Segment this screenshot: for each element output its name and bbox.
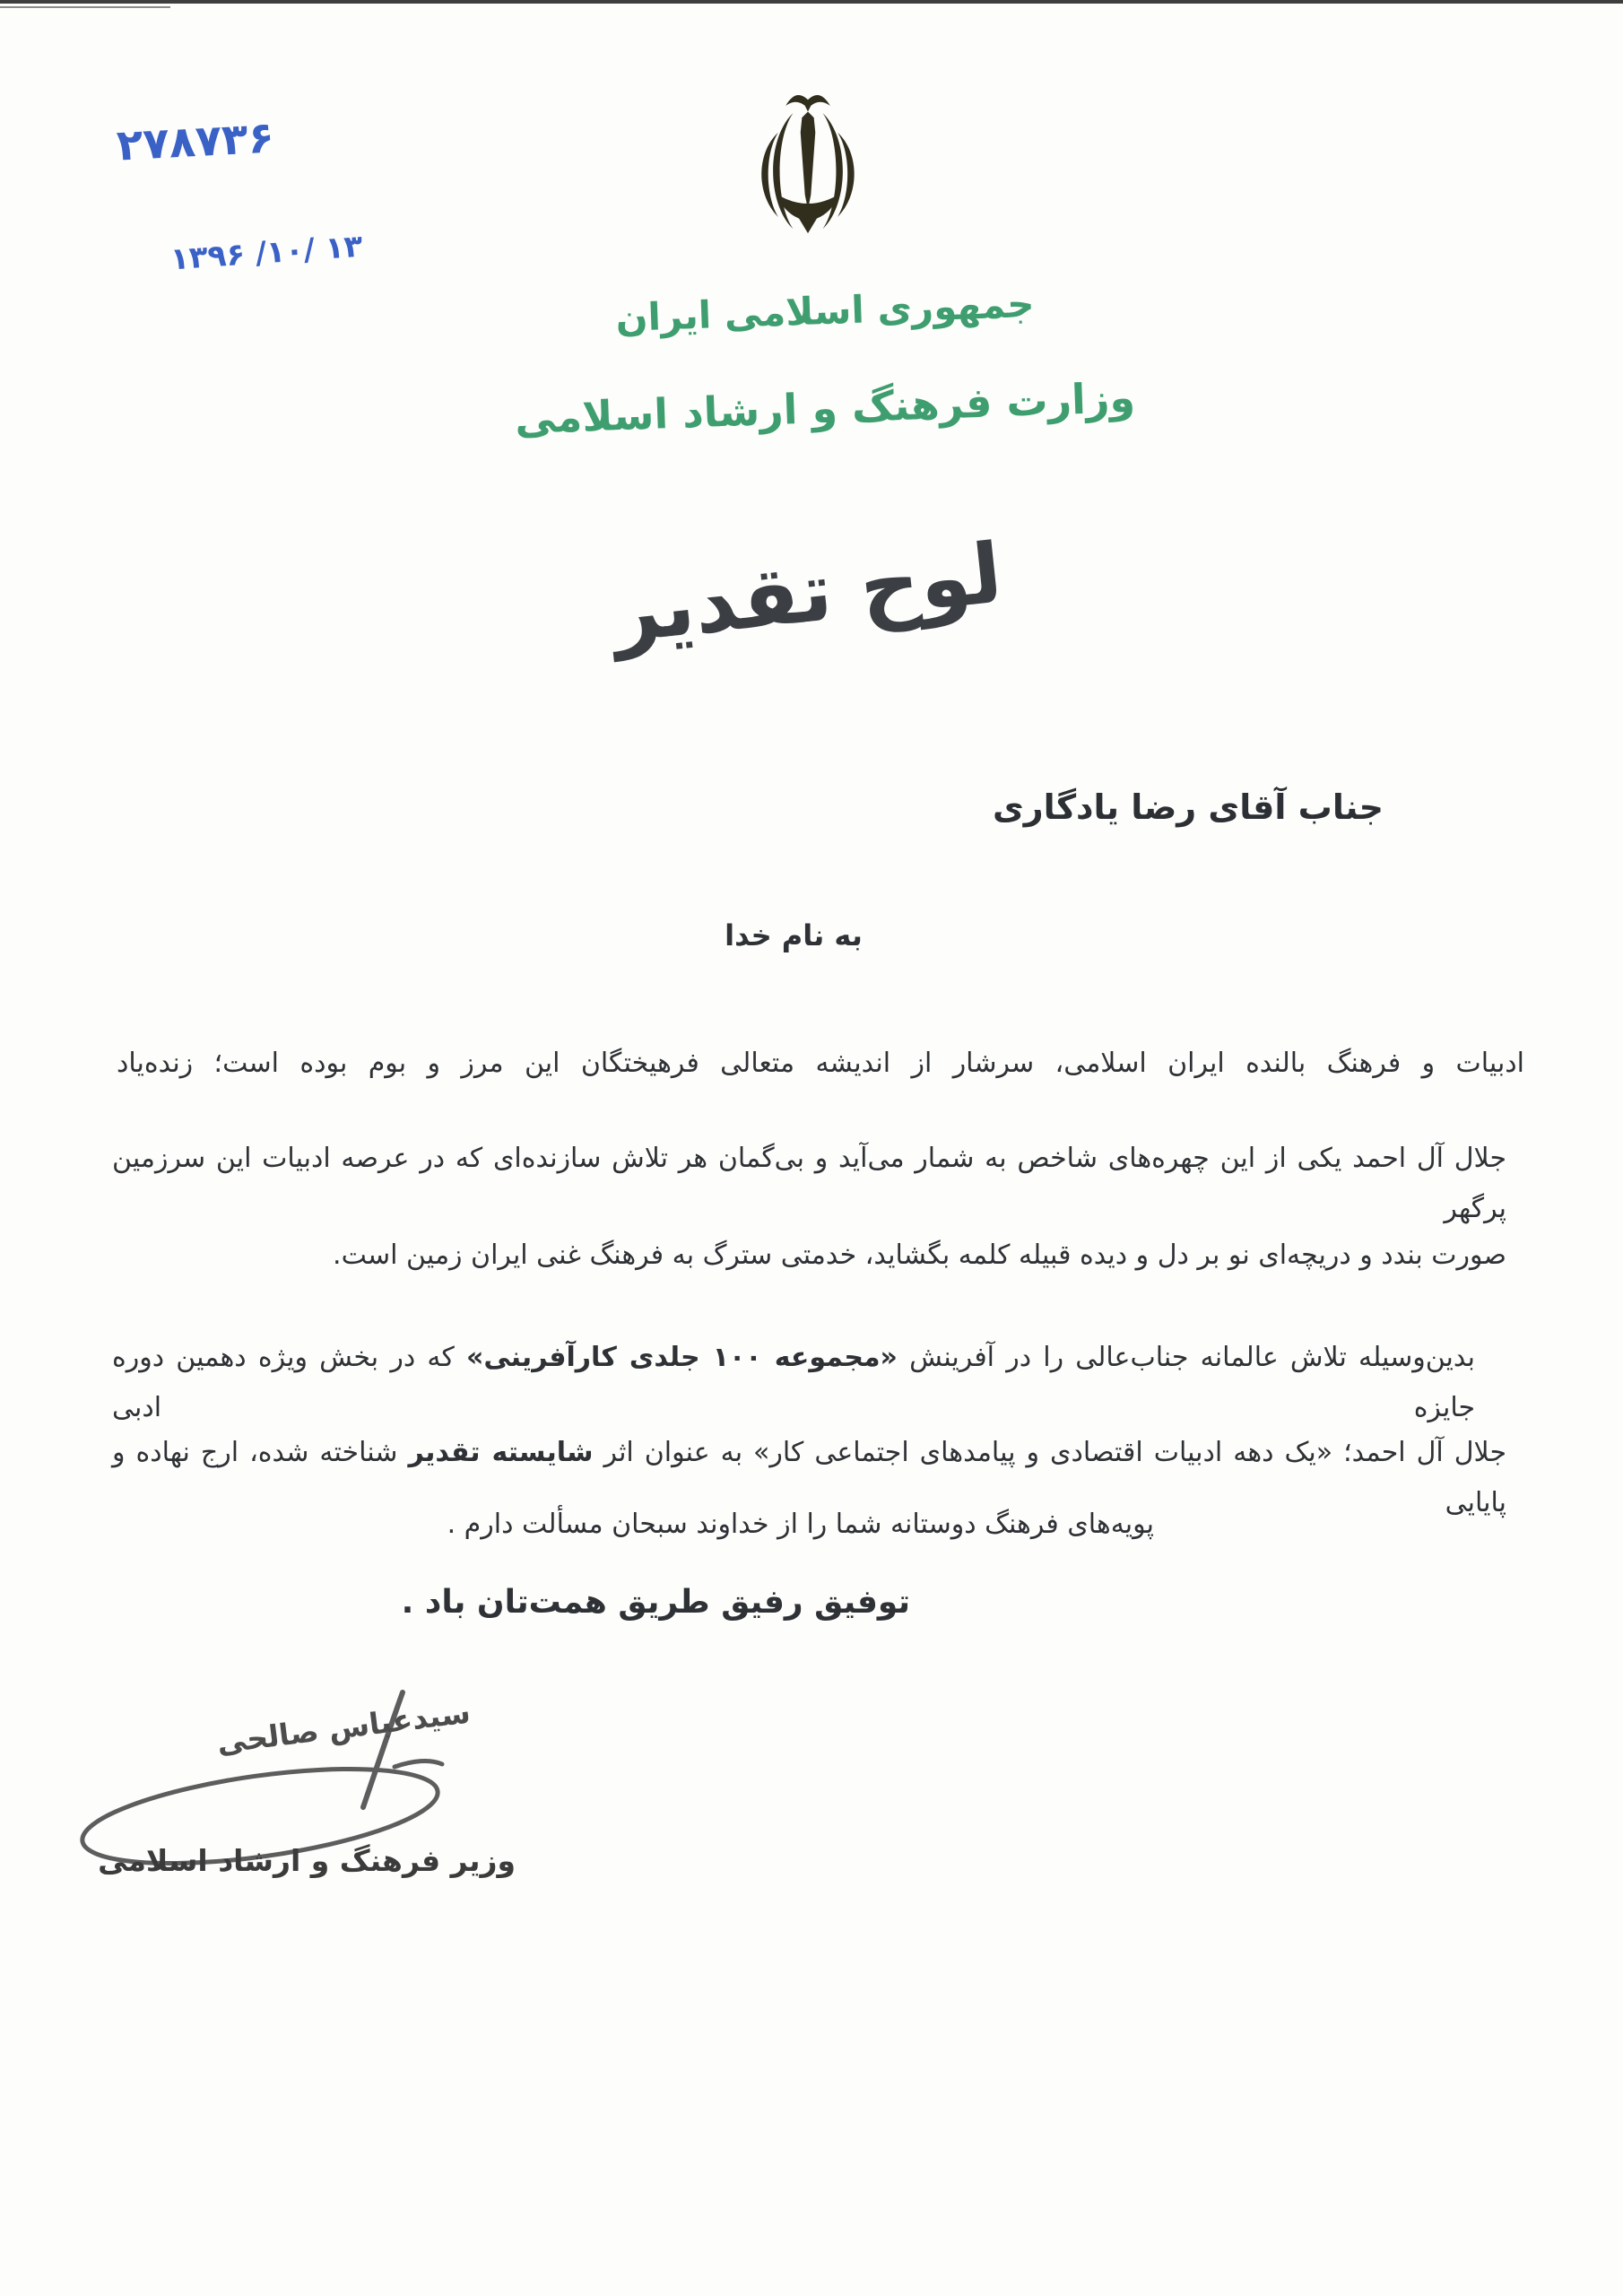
document-title: لوح تقدیر bbox=[607, 525, 1007, 662]
body-line-5-highlight: شایسته تقدیر bbox=[408, 1437, 594, 1468]
body-line-5-pre: جلال آل احمد؛ «یک دهه ادبیات اقتصادی و پیامدهای اجتماعی کار» به عنوان اثر bbox=[593, 1437, 1507, 1468]
scan-artifact-line-left bbox=[0, 6, 170, 8]
body-line-4 bbox=[112, 1333, 1475, 1433]
body-line-4-highlight: «مجموعه ۱۰۰ جلدی کارآفرینی» bbox=[465, 1342, 898, 1373]
body-line-3: صورت بندد و دریچه‌ای نو بر دل و دیده قبیله کلمه بگشاید، خدمتی سترگ به فرهنگ غنی ایران زمین است. bbox=[333, 1239, 1506, 1271]
signatory-title: وزیر فرهنگ و ارشاد اسلامی bbox=[98, 1843, 516, 1878]
signatory-name: سیدعباس صالحی bbox=[214, 1694, 473, 1761]
body-line-6: پویه‌های فرهنگ دوستانه شما را از خداوند سبحان مسألت دارم . bbox=[447, 1509, 1154, 1540]
scan-artifact-line bbox=[0, 0, 1623, 4]
body-line-1: ادبیات و فرهنگ بالنده ایران اسلامی، سرشار از اندیشه متعالی فرهیختگان این مرز و بوم بوده است؛ زنده‌یاد bbox=[117, 1048, 1524, 1079]
addressee-name: جناب آقای رضا یادگاری bbox=[992, 787, 1384, 827]
body-line-2: جلال آل احمد یکی از این چهره‌های شاخص به شمار می‌آید و بی‌گمان هر تلاش سازنده‌ای که در عرصه ادبیات این سرزمین پرگهر bbox=[112, 1143, 1506, 1224]
body-line-4-post: که در بخش ویژه دهمین دوره جایزه ادبی bbox=[112, 1342, 1475, 1423]
iran-emblem-icon bbox=[725, 88, 891, 251]
letterhead-ministry: وزارت فرهنگ و ارشاد اسلامی bbox=[514, 372, 1136, 444]
body-line-4-pre: بدین‌وسیله تلاش عالمانه جناب‌عالی را در آفرینش bbox=[897, 1342, 1475, 1373]
letterhead-country: جمهوری اسلامی ایران bbox=[614, 281, 1036, 341]
basmala: به نام خدا bbox=[725, 918, 863, 952]
registration-number: ۲۷۸۷۳۶ bbox=[115, 112, 276, 171]
body-line-5-post: شناخته شده، ارج نهاده و پایایی bbox=[112, 1437, 1506, 1518]
closing-benediction: توفیق رفیق طریق همت‌تان باد . bbox=[401, 1584, 910, 1621]
registration-date: ۱۳۹۶ /۱۰/ ۱۳ bbox=[169, 228, 364, 278]
